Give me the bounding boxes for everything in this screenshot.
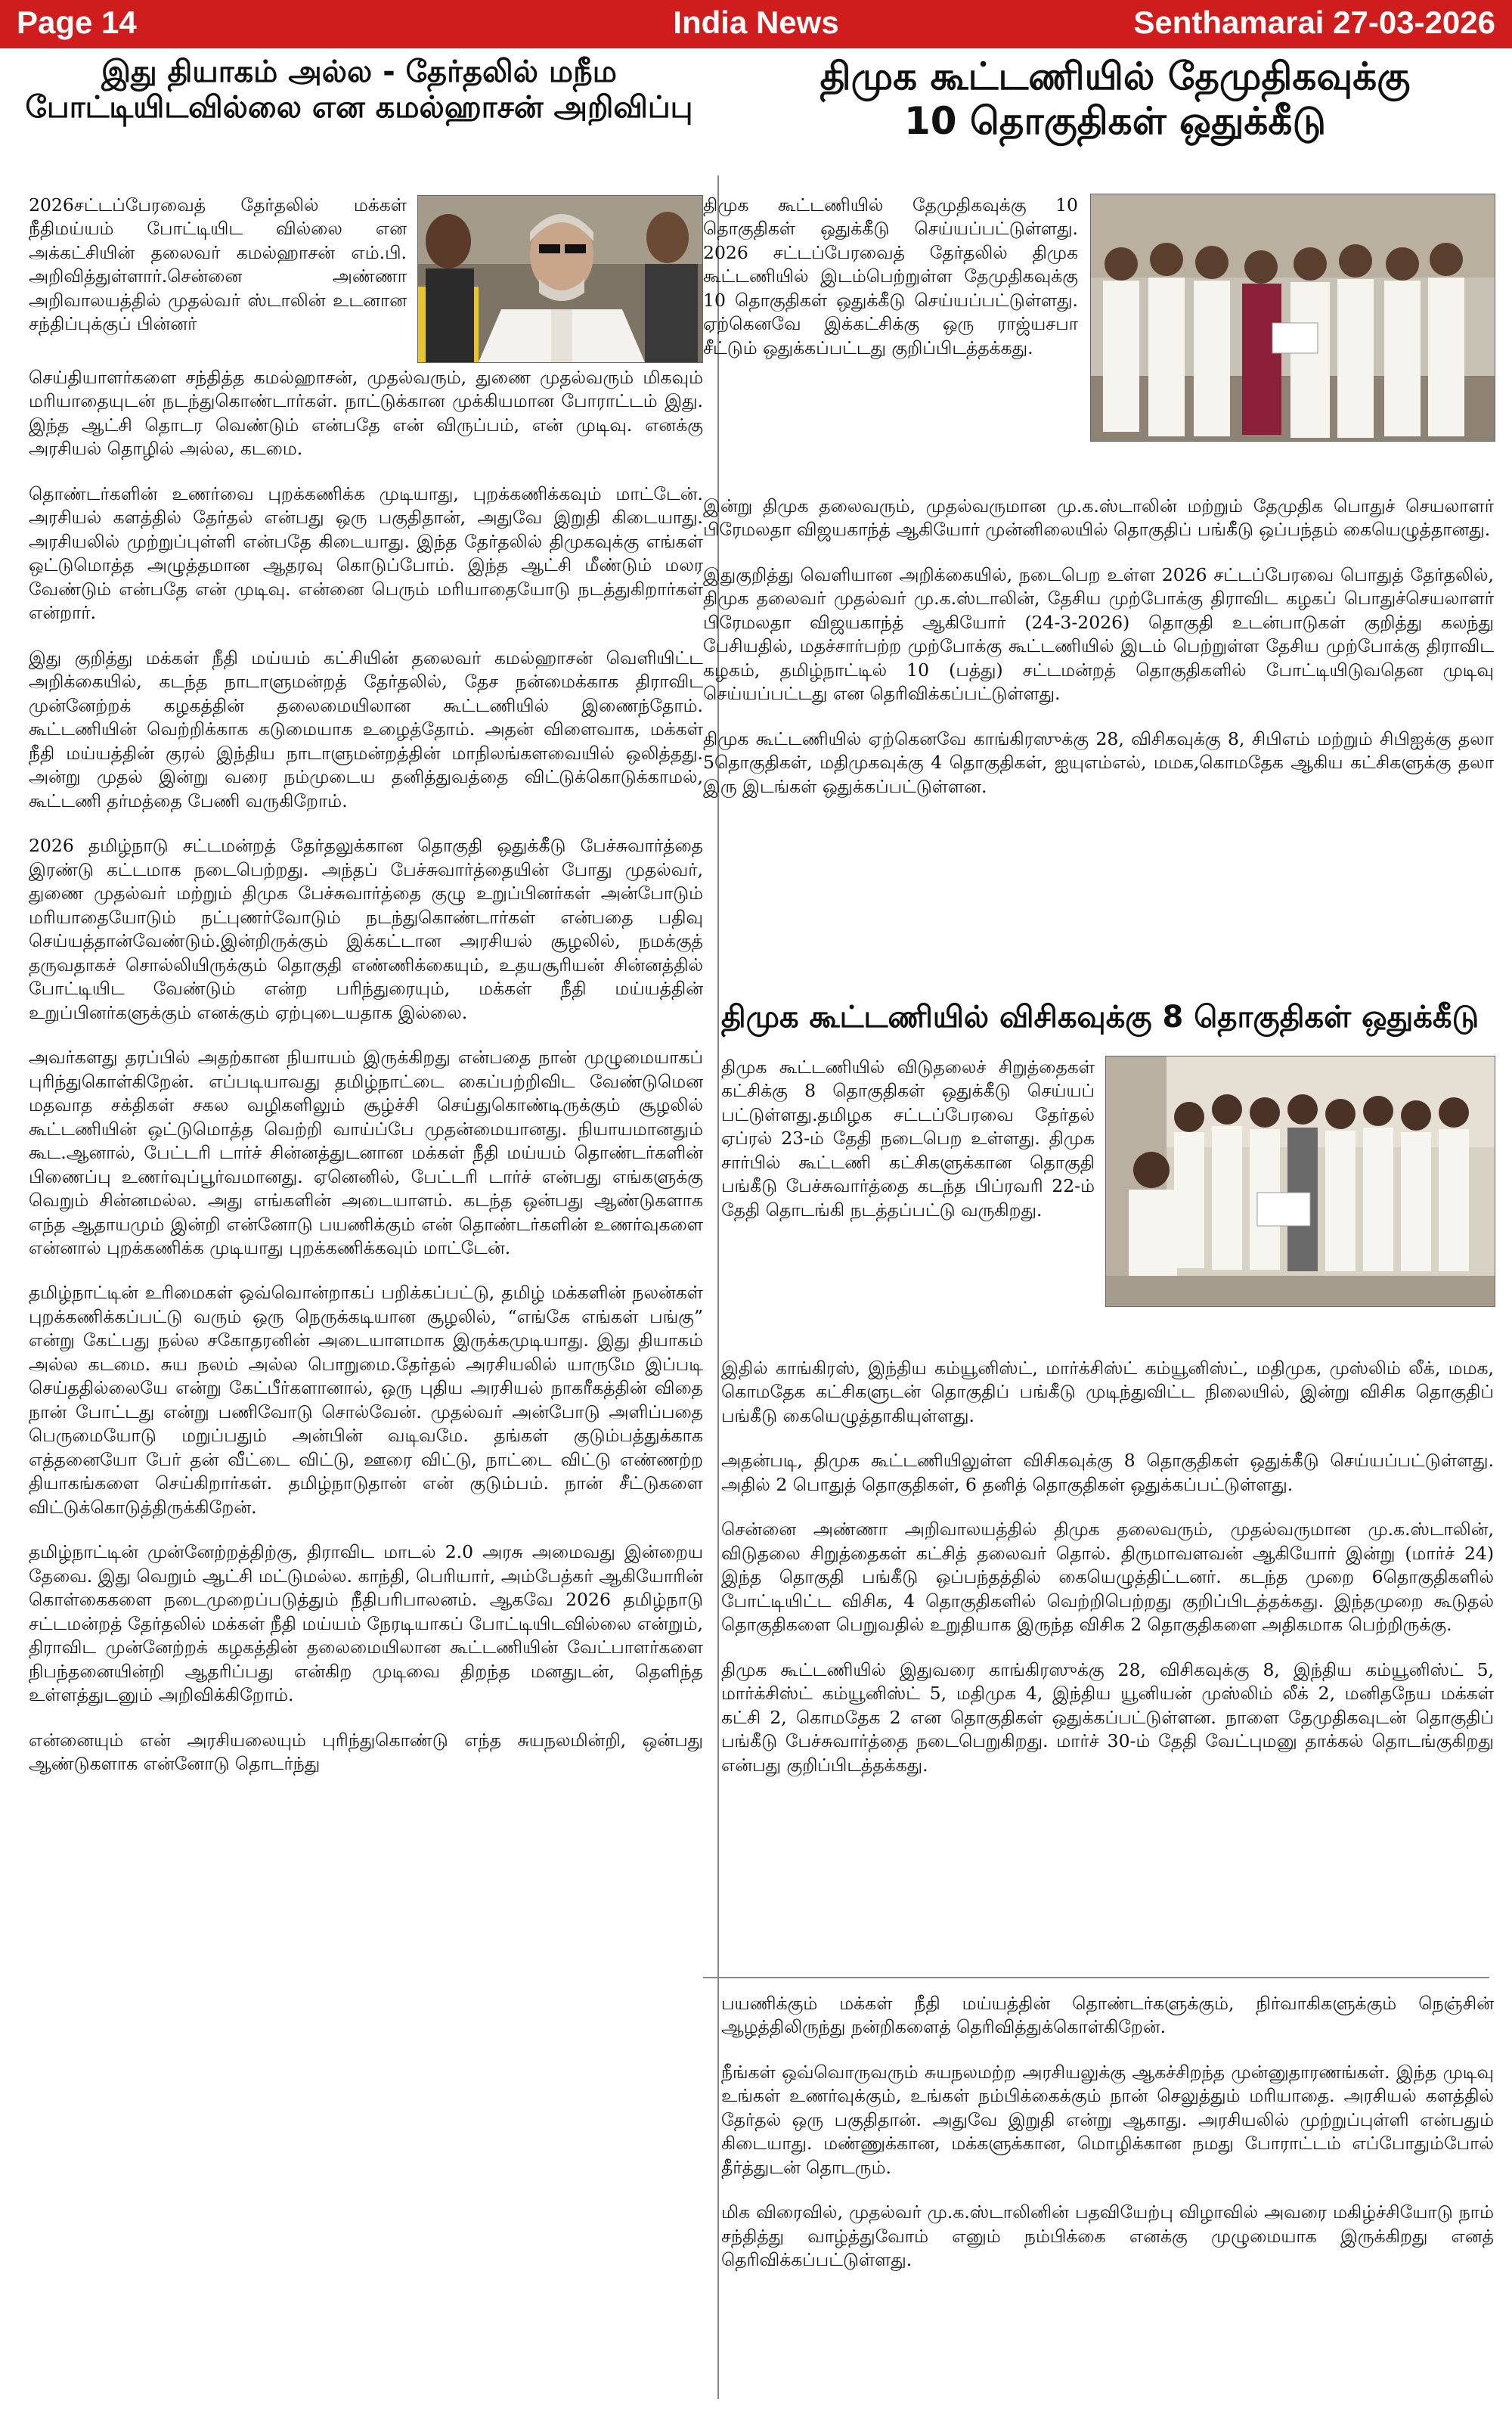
dmdk-paragraph-2: இன்று திமுக தலைவரும், முதல்வருமான மு.க.ஸ்டாலின் மற்றும் தேமுதிக பொதுச் செயலாளர் பிரேமலதா விஜயகாந்த் ஆகியோர் முன்னிலையில் தொகுதிப் பங்கீடு ஒப்பந்தம் கையெழுத்தானது. [703, 495, 1494, 541]
dmdk-article-title [733, 54, 1497, 144]
section-name: India News [673, 5, 839, 40]
left-paragraph-1-intro: 2026சட்டப்பேரவைத் தேர்தலில் மக்கள் நீதிமய்யம் போட்டியிட வில்லை என அக்கட்சியின் தலைவர் கமல்ஹாசன் எம்.பி. அறிவித்துள்ளார்.சென்னை அண்ணா அறிவாலயத்தில் முதல்வர் ஸ்டாலின் உடனான சந்திப்புக்குப் பின்னர் [29, 194, 407, 335]
vck-agreement-photo [1105, 1056, 1495, 1307]
left-article-body [29, 366, 703, 1798]
vck-agreement-photo-illustration [1106, 1056, 1495, 1306]
continuation-paragraph-1: பயணிக்கும் மக்கள் நீதி மய்யத்தின் தொண்டர்களுக்கும், நிர்வாகிகளுக்கும் நெஞ்சின் ஆழத்திலிருந்து நன்றிகளைத் தெரிவித்துக்கொள்கிறேன். [721, 1993, 1494, 2038]
vck-paragraph-1: திமுக கூட்டணியில் விடுதலைச் சிறுத்தைகள் கட்சிக்கு 8 தொகுதிகள் ஒதுக்கீடு செய்யப் பட்டுள்ளது.தமிழக சட்டப்பேரவை தேர்தல் ஏப்ரல் 23-ம் தேதி நடைபெற உள்ளது. திமுக சார்பில் கூட்டணி கட்சிகளுக்கான தொகுதி பங்கீடு பேச்சுவார்த்தை கடந்த பிப்ரவரி 22-ம் தேதி தொடங்கி நடத்தப்பட்டு வருகிறது. [721, 1056, 1095, 1221]
kamal-haasan-photo-illustration [418, 196, 702, 362]
vck-article-body [721, 1357, 1494, 1798]
vck-paragraph-3: அதன்படி, திமுக கூட்டணியிலுள்ள விசிகவுக்கு 8 தொகுதிகள் ஒதுக்கீடு செய்யப்பட்டுள்ளது. அதில் 2 பொதுத் தொகுதிகள், 6 தனித் தொகுதிகள் ஒதுக்கப்பட்டுள்ளது. [721, 1450, 1494, 1495]
vck-paragraph-4: சென்னை அண்ணா அறிவாலயத்தில் திமுக தலைவரும், முதல்வருமான மு.க.ஸ்டாலின், விடுதலை சிறுத்தைகள் கட்சித் தலைவர் தொல். திருமாவளவன் ஆகியோர் இன்று (மார்ச் 24) இந்த தொகுதி பங்கீடு ஒப்பந்தத்தில் கையெழுத்திட்டனர். கடந்த முறை 6தொகுதிகளில் போட்டியிட்ட விசிக, 4 தொகுதிகளில் வெற்றிபெற்றது குறிப்பிடத்தக்கது. இந்தமுறை கூடுதல் தொகுதிகளை பெறுவதில் உறுதியாக இருந்த விசிக 2 தொகுதிகளை அதிகமாக பெற்றிருக்கு. [721, 1519, 1494, 1636]
left-article-title [15, 54, 703, 126]
dmdk-paragraph-1: திமுக கூட்டணியில் தேமுதிகவுக்கு 10 தொகுதிகள் ஒதுக்கீடு செய்யப்பட்டுள்ளது. 2026 சட்டப்பேரவைத் தேர்தலில் திமுக கூட்டணியில் இடம்பெற்றுள்ள தேமுதிகவுக்கு 10 தொகுதிகள் ஒதுக்கீடு செய்யப்பட்டுள்ளது. ஏற்கெனவே இக்கட்சிக்கு ஒரு ராஜ்யசபா சீட்டும் ஒதுக்கப்பட்டது குறிப்பிடத்தக்கது. [703, 194, 1078, 358]
left-paragraph-7: தமிழ்நாட்டின் முன்னேற்றத்திற்கு, திராவிட மாடல் 2.0 அரசு அமைவது இன்றைய தேவை. இது வெறும் ஆட்சி மட்டுமல்ல. காந்தி, பெரியார், அம்பேத்கர் ஆகியோரின் கொள்கைகளை நடைமுறைப்படுத்தும் நீதிபரிபாலனம். ஆகவே 2026 தமிழ்நாடு சட்டமன்றத் தேர்தலில் மக்கள் நீதி மய்யம் நேரடியாகப் போட்டியிடவில்லை என்றும், திராவிட முன்னேற்றக் கழகத்தின் தலைமையிலான கூட்டணியின் வேட்பாளர்களை நிபந்தனையின்றி ஆதரிப்பது என்கிற முடிவை திறந்த மனதுடன், தெளிந்த உள்ளத்துடனும் அறிவிக்கிறோம். [29, 1541, 703, 1706]
vck-article-title [703, 1000, 1497, 1035]
left-article-intro [29, 194, 407, 337]
continuation-paragraph-2: நீங்கள் ஒவ்வொருவரும் சுயநலமற்ற அரசியலுக்கு ஆகச்சிறந்த முன்னுதாரணங்கள். இந்த முடிவு உங்கள் உணர்வுக்கும், உங்கள் நம்பிக்கைக்கும் நான் செலுத்தும் மரியாதை. அரசியல் களத்தில் தேர்தல் ஒரு பகுதிதான். அதுவே இறுதி என்று ஆகாது. அரசியலில் முற்றுப்புள்ளி என்பதும் கிடையாது. மண்ணுக்கான, மக்களுக்கான, மொழிக்கான நமது போராட்டம் எப்போதும்போல் தீர்த்துடன் தொடரும். [721, 2061, 1494, 2178]
dmdk-title-line1: திமுக கூட்டணியில் தேமுதிகவுக்கு [820, 54, 1411, 98]
page-header [0, 0, 1512, 48]
left-paragraph-4: 2026 தமிழ்நாடு சட்டமன்றத் தேர்தலுக்கான தொகுதி ஒதுக்கீடு பேச்சுவார்த்தை இரண்டு கட்டமாக நடைபெற்றது. அந்தப் பேச்சுவார்த்தையின் போது முதல்வர், துணை முதல்வர் மற்றும் திமுக பேச்சுவார்த்தை குழு உறுப்பினர்கள் அன்போடும் மரியாதையோடும் நட்புணர்வோடும் நடந்துகொண்டார்கள் என்பதை பதிவு செய்யத்தான்வேண்டும்.இன்றிருக்கும் இக்கட்டான அரசியல் சூழலில், நமக்குத் தருவதாகச் சொல்லியிருக்கும் தொகுதி எண்ணிக்கையும், உதயசூரியன் சின்னத்தில் போட்டியிட வேண்டும் என்ற பரிந்துரையும், மக்கள் நீதி மய்யத்தின் உறுப்பினர்களுக்கும் எனக்கும் ஏற்புடையதாக இல்லை. [29, 835, 703, 1023]
dmdk-title-line2: 10 தொகுதிகள் ஒதுக்கீடு [903, 99, 1327, 143]
kamal-haasan-photo [417, 195, 703, 363]
dmdk-paragraph-3: இதுகுறித்து வெளியான அறிக்கையில், நடைபெற உள்ள 2026 சட்டப்பேரவை பொதுத் தேர்தலில், திமுக தலைவர் முதல்வர் மு.க.ஸ்டாலின், தேசிய முற்போக்கு திராவிட கழகப் பொதுச்செயலாளர் பிரேமலதா விஜயகாந்த் ஆகியோர் (24-3-2026) தொகுதி உடன்பாடுகள் குறித்து கலந்து பேசியதில், மதச்சார்பற்ற முற்போக்கு கூட்டணியில் இடம் பெற்றுள்ள தேசிய முற்போக்கு திராவிட கழகம், தமிழ்நாட்டில் 10 (பத்து) சட்டமன்றத் தொகுதிகளில் போட்டியிடுவதென முடிவு செய்யப்பட்டது என தெரிவிக்கப்பட்டுள்ளது. [703, 563, 1494, 705]
vck-paragraph-2: இதில் காங்கிரஸ், இந்திய கம்யூனிஸ்ட், மார்க்சிஸ்ட் கம்யூனிஸ்ட், மதிமுக, முஸ்லிம் லீக், மமக, கொமதேக கட்சிகளுடன் தொகுதிப் பங்கீடு முடிந்துவிட்ட நிலையில், இன்று விசிக தொகுதிப் பங்கீடு கையெழுத்தாகியுள்ளது. [721, 1357, 1494, 1426]
dmdk-agreement-photo [1090, 194, 1495, 442]
left-paragraph-6: தமிழ்நாட்டின் உரிமைகள் ஒவ்வொன்றாகப் பறிக்கப்பட்டு, தமிழ் மக்களின் நலன்கள் புறக்கணிக்கப்பட்டு வரும் ஒரு நெருக்கடியான சூழலில், “எங்கே எங்கள் பங்கு” என்று கேட்பது நல்ல சகோதரனின் அடையாளமாக இருக்கமுடியாது. இது தியாகம் அல்ல கடமை. சுய நலம் அல்ல பொறுமை.தேர்தல் அரசியலில் யாருமே இப்படி செய்ததில்லையே என்று கேட்பீர்களானால், ஒரு புதிய அரசியல் நாகரீகத்தின் விதை நான் போட்டது என்று பணிவோடு சொல்வேன். முதல்வர் அன்போடு அளிப்பதை பெருமையோடு மறுப்பதும் அன்பின் வடிவமே. தங்கள் குடும்பத்துக்காக எத்தனையோ பேர் தன் வீட்டை விட்டு, ஊரை விட்டு, நாட்டை விட்டு எண்ணற்ற தியாகங்களை செய்கிறார்கள். தமிழ்நாடுதான் என் குடும்பம். நான் சீட்டுகளை விட்டுக்கொடுத்திருக்கிறேன். [29, 1282, 703, 1518]
dmdk-paragraph-4: திமுக கூட்டணியில் ஏற்கெனவே காங்கிரஸுக்கு 28, விசிகவுக்கு 8, சிபிஎம் மற்றும் சிபிஐக்கு தலா 5தொகுதிகள், மதிமுகவுக்கு 4 தொகுதிகள், ஐயுஎம்எல், மமக,கொமதேக ஆகிய கட்சிகளுக்கு தலா இரு இடங்கள் ஒதுக்கப்பட்டுள்ளன. [703, 728, 1494, 797]
section-divider [703, 1977, 1489, 1978]
dmdk-agreement-photo-illustration [1091, 194, 1495, 441]
left-title-line1: இது தியாகம் அல்ல - தேர்தலில் மநீம [101, 54, 617, 89]
vck-paragraph-5: திமுக கூட்டணியில் இதுவரை காங்கிரஸுக்கு 28, விசிகவுக்கு 8, இந்திய கம்யூனிஸ்ட் 5, மார்க்சிஸ்ட் கம்யூனிஸ்ட் 5, மதிமுக 4, இந்திய யூனியன் முஸ்லிம் லீக் 2, மனிதநேய மக்கள் கட்சி 2, கொமதேக 2 என தொகுதிகள் ஒதுக்கப்பட்டுள்ளன. நாளை தேமுதிகவுடன் தொகுதிப் பங்கீடு பேச்சுவார்த்தை நடைபெறுகிறது. மார்ச் 30-ம் தேதி வேட்புமனு தாக்கல் தொடங்குகிறது என்பது குறிப்பிடத்தக்கது. [721, 1658, 1494, 1776]
left-title-line2: போட்டியிடவில்லை என கமல்ஹாசன் அறிவிப்பு [25, 90, 693, 126]
dmdk-article-intro [703, 194, 1078, 360]
vck-title-line: திமுக கூட்டணியில் விசிகவுக்கு 8 தொகுதிகள் ஒதுக்கீடு [720, 1000, 1479, 1035]
dmdk-article-body [703, 495, 1494, 820]
continuation-paragraph-3: மிக விரைவில், முதல்வர் மு.க.ஸ்டாலினின் பதவியேற்பு விழாவில் அவரை மகிழ்ச்சியோடு நாம் சந்தித்து வாழ்த்துவோம் எனும் நம்பிக்கை எனக்கு முழுமையாக இருக்கிறது எனத் தெரிவிக்கப்பட்டுள்ளது. [721, 2201, 1494, 2271]
left-paragraph-2: தொண்டர்களின் உணர்வை புறக்கணிக்க முடியாது, புறக்கணிக்கவும் மாட்டேன். அரசியல் களத்தில் தேர்தல் என்பது ஒரு பகுதிதான், அதுவே இறுதி கிடையாது. அரசியலில் முற்றுப்புள்ளி என்பதே கிடையாது. இந்த தேர்தலில் திமுகவுக்கு எங்கள் ஒட்டுமொத்த அழுத்தமான ஆதரவு கொடுப்போம். இந்த ஆட்சி மீண்டும் மலர வேண்டும் என்பதே என் முடிவு. என்னை பெரும் மரியாதையோடு நடத்துகிறார்கள் என்றார். [29, 482, 703, 624]
left-paragraph-3: இது குறித்து மக்கள் நீதி மய்யம் கட்சியின் தலைவர் கமல்ஹாசன் வெளியிட்ட அறிக்கையில், கடந்த நாடாளுமன்றத் தேர்தலில், தேச நன்மைக்காக திராவிட முன்னேற்றக் கழகத்தின் தலைமையிலான கூட்டணியில் இணைந்தோம். கூட்டணியின் வெற்றிக்காக கடுமையாக உழைத்தோம். அதன் விளைவாக, மக்கள் நீதி மய்யத்தின் குரல் இந்திய நாடாளுமன்றத்தின் மாநிலங்களவையில் ஒலித்தது. அன்று முதல் இன்று வரை நம்முடைய தனித்துவத்தை விட்டுக்கொடுக்காமல், கூட்டணி தர்மத்தை பேணி வருகிறோம். [29, 647, 703, 811]
page-number: Page 14 [17, 5, 137, 40]
edition-date: Senthamarai 27-03-2026 [1133, 5, 1495, 40]
left-paragraph-8: என்னையும் என் அரசியலையும் புரிந்துகொண்டு எந்த சுயநலமின்றி, ஒன்பது ஆண்டுகளாக என்னோடு தொடர்ந்து [29, 1729, 703, 1775]
vck-article-intro [721, 1056, 1095, 1222]
left-article-continuation [721, 1992, 1494, 2294]
left-paragraph-1-rest: செய்தியாளர்களை சந்தித்த கமல்ஹாசன், முதல்வரும், துணை முதல்வரும் மிகவும் மரியாதையுடன் நடந்துகொண்டார்கள். நாட்டுக்கான முக்கியமான போராட்டம் இது. இந்த ஆட்சி தொடர வெண்டும் என்பதே என் விருப்பம், என் முடிவு. எனக்கு அரசியல் தொழில் அல்ல, கடமை. [29, 367, 703, 460]
left-paragraph-5: அவர்களது தரப்பில் அதற்கான நியாயம் இருக்கிறது என்பதை நான் முழுமையாகப் புரிந்துகொள்கிறேன். எப்படியாவது தமிழ்நாட்டை கைப்பற்றிவிட வேண்டுமென மதவாத சக்திகள் சகல வழிகளிலும் சூழ்ச்சி செய்துகொண்டிருக்கும் சூழலில் கூட்டணியின் ஒட்டுமொத்த வெற்றி வாய்ப்பே முதன்மையானது. நியாயமானதும் கூட.ஆனால், பேட்டரி டார்ச் சின்னத்துடனான மக்கள் நீதி மய்யம் தொண்டர்களின் பிணைப்பு உணர்வுப்பூர்வமானது. ஏனெனில், பேட்டரி டார்ச் என்பது எங்களுக்கு வெறும் சின்னமல்ல. அது எங்களின் அடையாளம். கடந்த ஒன்பது ஆண்டுகளாக எந்த ஆதாயமும் இன்றி என்னோடு பயணிக்கும் என் தொண்டர்களின் உணர்வுகளை என்னால் புறக்கணிக்க முடியாது புறக்கணிக்கவும் மாட்டேன். [29, 1047, 703, 1258]
